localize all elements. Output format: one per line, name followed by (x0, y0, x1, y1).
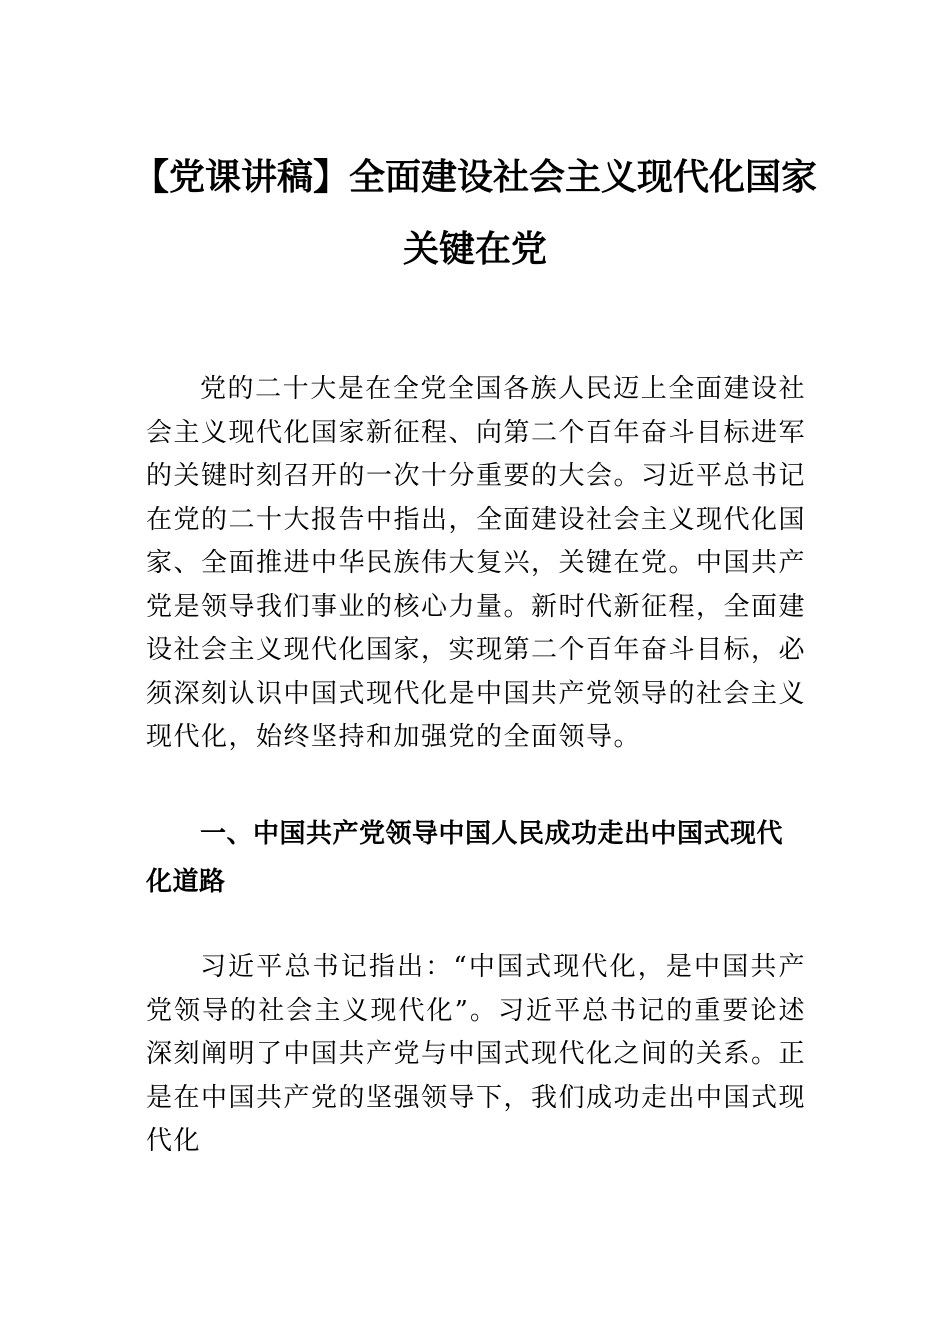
section-heading-1: 一、中国共产党领导中国人民成功走出中国式现代化道路 (146, 819, 784, 897)
document-title-line-1: 【党课讲稿】全面建设社会主义现代化国家 (132, 157, 817, 198)
document-title-line-2: 关键在党 (402, 229, 547, 270)
body-paragraph-2: 习近平总书记指出：“中国式现代化，是中国共产党领导的社会主义现代化”。习近平总书记的重要论述深刻阐明了中国共产党与中国式现代化之间的关系。正是在中国共产党的坚强领导下，我们成功走出中国式现代化 (146, 952, 807, 1156)
body-paragraph-1: 党的二十大是在全党全国各族人民迈上全面建设社会主义现代化国家新征程、向第二个百年奋斗目标进军的关键时刻召开的一次十分重要的大会。习近平总书记在党的二十大报告中指出，全面建设社会主义现代化国家、全面推进中华民族伟大复兴，关键在党。中国共产党是领导我们事业的核心力量。新时代新征程，全面建设社会主义现代化国家，实现第二个百年奋斗目标，必须深刻认识中国式现代化是中国共产党领导的社会主义现代化，始终坚持和加强党的全面领导。 (146, 374, 807, 752)
